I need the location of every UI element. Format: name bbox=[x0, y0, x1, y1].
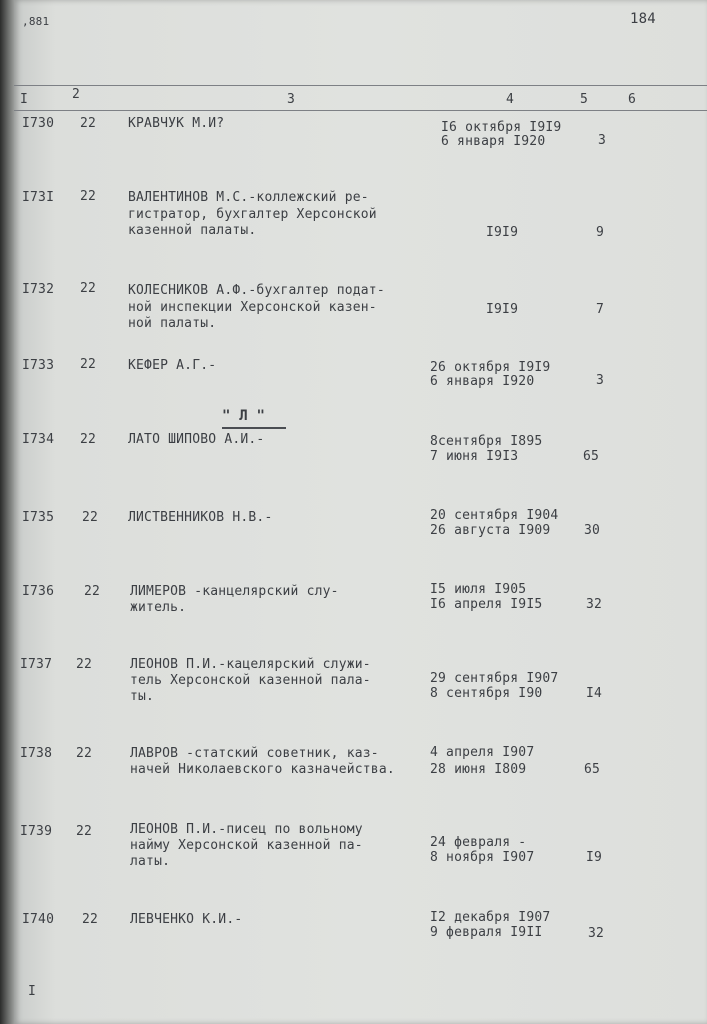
entry-desc-line: житель. bbox=[130, 600, 187, 615]
entry-desc-line: найму Херсонской казенной па- bbox=[130, 838, 363, 853]
entry-count: 7 bbox=[596, 302, 605, 317]
section-letter: " Л " bbox=[222, 408, 266, 424]
entry-date-line: I9I9 bbox=[486, 302, 519, 317]
entry-desc-line: ной инспекции Херсонской казен- bbox=[128, 300, 377, 315]
entry-number: I73I bbox=[22, 190, 55, 205]
entry-date-line: 4 апреля I907 bbox=[430, 745, 535, 760]
entry-fund: 22 bbox=[80, 116, 97, 131]
entry-date-line: 26 августа I909 bbox=[430, 523, 551, 538]
entry-fund: 22 bbox=[82, 510, 99, 525]
entry-count: 9 bbox=[596, 225, 605, 240]
entry-count: 30 bbox=[584, 523, 601, 538]
entry-desc-line: ЛИМЕРОВ -канцелярский слу- bbox=[130, 584, 339, 599]
entry-desc-line: ЛАТО ШИПОВО А.И.- bbox=[128, 432, 265, 447]
entry-date-line: I5 июля I905 bbox=[430, 582, 527, 597]
entry-desc-line: ной палаты. bbox=[128, 316, 217, 331]
header-rule-bottom bbox=[14, 110, 707, 111]
entry-number: I730 bbox=[22, 116, 55, 131]
entry-fund: 22 bbox=[76, 657, 93, 672]
entry-number: I738 bbox=[20, 746, 53, 761]
entry-date-line: 8 сентября I90 bbox=[430, 686, 543, 701]
entry-number: I737 bbox=[20, 657, 53, 672]
col-header-4: 4 bbox=[506, 92, 515, 107]
col-header-6: 6 bbox=[628, 92, 637, 107]
col-header-3: 3 bbox=[287, 92, 296, 107]
entry-number: I739 bbox=[20, 824, 53, 839]
entry-number: I732 bbox=[22, 282, 55, 297]
entry-date-line: I6 октября I9I9 bbox=[441, 120, 562, 135]
entry-desc-line: ЛЕВЧЕНКО К.И.- bbox=[130, 912, 243, 927]
archive-page bbox=[14, 0, 707, 1024]
entry-desc-line: ВАЛЕНТИНОВ М.С.-коллежский ре- bbox=[128, 190, 369, 205]
entry-date-line: 26 октября I9I9 bbox=[430, 360, 551, 375]
header-rule-top bbox=[14, 85, 707, 86]
entry-fund: 22 bbox=[76, 746, 93, 761]
bottom-mark: I bbox=[28, 984, 37, 999]
entry-count: 65 bbox=[583, 449, 600, 464]
binding-spine bbox=[0, 0, 14, 1024]
entry-date-line: 6 января I920 bbox=[430, 374, 535, 389]
entry-count: 32 bbox=[586, 597, 603, 612]
entry-desc-line: ЛИСТВЕННИКОВ Н.В.- bbox=[128, 510, 273, 525]
entry-desc-line: ЛЕОНОВ П.И.-кацелярский служи- bbox=[130, 657, 371, 672]
entry-fund: 22 bbox=[80, 432, 97, 447]
entry-fund: 22 bbox=[80, 281, 97, 296]
entry-desc-line: начей Николаевского казначейства. bbox=[130, 762, 395, 777]
entry-desc-line: ты. bbox=[130, 689, 155, 704]
entry-fund: 22 bbox=[76, 824, 93, 839]
entry-count: I4 bbox=[586, 686, 603, 701]
entry-desc-line: ЛАВРОВ -статский советник, каз- bbox=[130, 746, 379, 761]
entry-desc-line: латы. bbox=[130, 854, 171, 869]
entry-number: I734 bbox=[22, 432, 55, 447]
entry-date-line: 24 февраля - bbox=[430, 835, 527, 850]
entry-desc-line: КРАВЧУК М.И? bbox=[128, 116, 225, 131]
entry-count: 65 bbox=[584, 762, 601, 777]
col-header-2: 2 bbox=[72, 87, 81, 102]
entry-fund: 22 bbox=[82, 912, 99, 927]
entry-date-line: 7 июня I9I3 bbox=[430, 449, 519, 464]
entry-number: I740 bbox=[22, 912, 55, 927]
page-number: 184 bbox=[630, 11, 656, 27]
entry-fund: 22 bbox=[84, 584, 101, 599]
entry-date-line: 8 ноября I907 bbox=[430, 850, 535, 865]
entry-date-line: I6 апреля I9I5 bbox=[430, 597, 543, 612]
entry-date-line: 20 сентября I904 bbox=[430, 508, 559, 523]
entry-desc-line: гистратор, бухгалтер Херсонской bbox=[128, 207, 377, 222]
entry-desc-line: КОЛЕСНИКОВ А.Ф.-бухгалтер подат- bbox=[128, 283, 385, 298]
entry-count: 32 bbox=[588, 926, 605, 941]
entry-number: I733 bbox=[22, 358, 55, 373]
entry-date-line: I9I9 bbox=[486, 225, 519, 240]
col-header-1: I bbox=[20, 92, 29, 107]
entry-count: 3 bbox=[598, 133, 607, 148]
entry-desc-line: ЛЕОНОВ П.И.-писец по вольному bbox=[130, 822, 363, 837]
entry-fund: 22 bbox=[80, 189, 97, 204]
col-header-5: 5 bbox=[580, 92, 589, 107]
entry-date-line: 9 февраля I9II bbox=[430, 925, 543, 940]
section-underline bbox=[222, 427, 286, 429]
entry-desc-line: КЕФЕР А.Г.- bbox=[128, 358, 217, 373]
corner-mark: ,881 bbox=[22, 15, 50, 28]
entry-date-line: 29 сентября I907 bbox=[430, 671, 559, 686]
entry-date-line: I2 декабря I907 bbox=[430, 910, 551, 925]
entry-count: 3 bbox=[596, 373, 605, 388]
entry-fund: 22 bbox=[80, 357, 97, 372]
entry-date-line: 8сентября I895 bbox=[430, 434, 543, 449]
entry-desc-line: казенной палаты. bbox=[128, 223, 257, 238]
entry-number: I736 bbox=[22, 584, 55, 599]
entry-desc-line: тель Херсонской казенной пала- bbox=[130, 673, 371, 688]
entry-count: I9 bbox=[586, 850, 603, 865]
entry-date-line: 6 января I920 bbox=[441, 134, 546, 149]
entry-number: I735 bbox=[22, 510, 55, 525]
entry-date-line: 28 июня I809 bbox=[430, 762, 527, 777]
